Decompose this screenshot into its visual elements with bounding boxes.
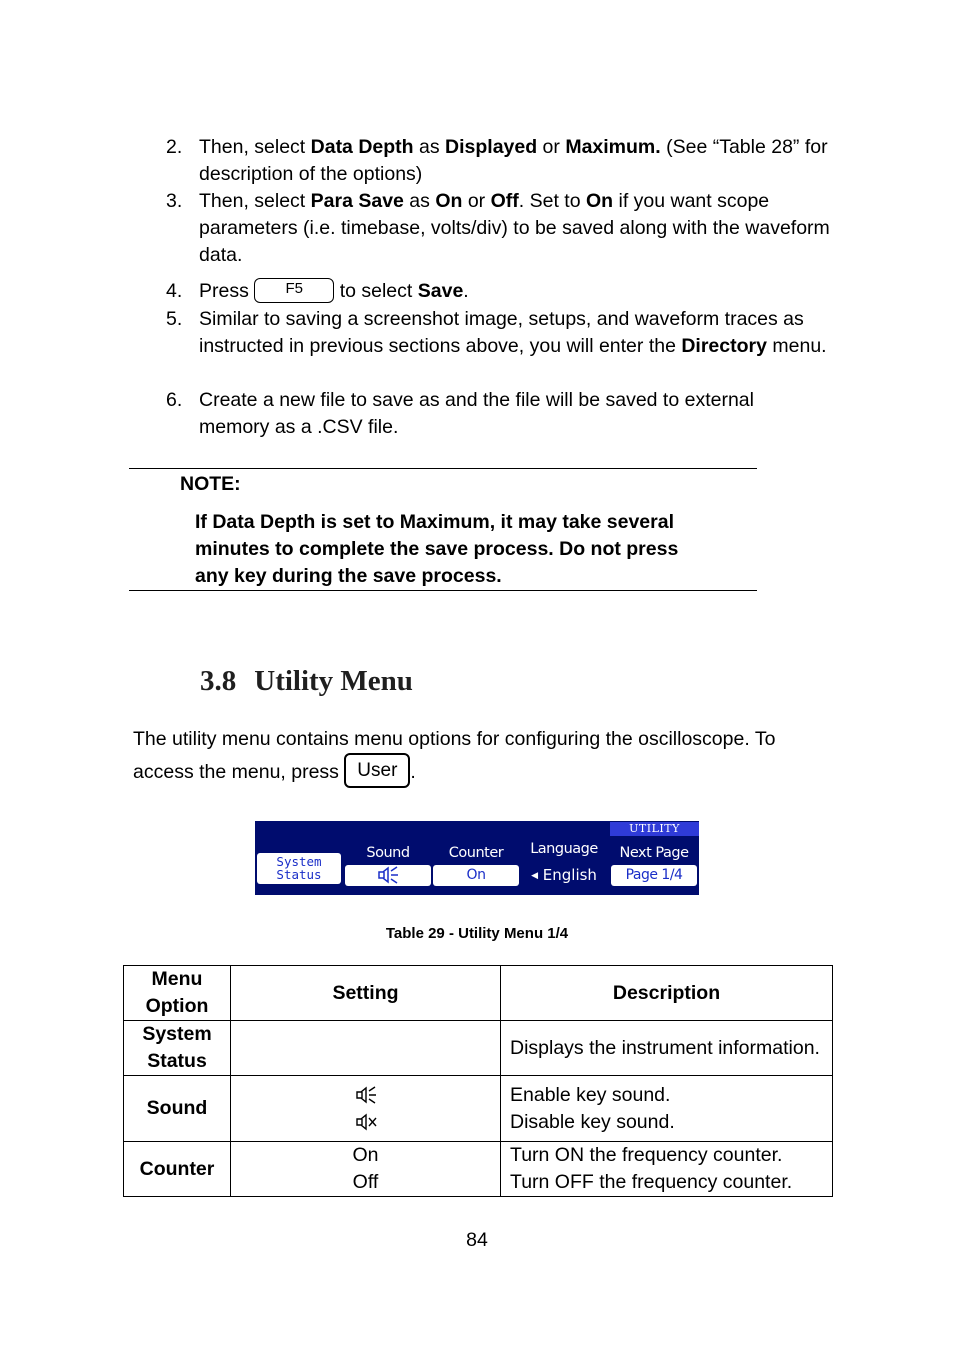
- list-text: Create a new file to save as and the file will be saved to external memory as a .CSV file.: [199, 389, 754, 438]
- table-header-row: [124, 966, 833, 1021]
- language-softkey: [521, 837, 607, 893]
- sound-value: [345, 865, 431, 886]
- intro-paragraph: The utility menu contains menu options for configuring the oscilloscope. To access the menu, press User .: [133, 726, 833, 788]
- system-status-button: System Status: [257, 853, 341, 884]
- section-number: 3.8: [200, 665, 237, 697]
- row-description: Displays the instrument information.: [501, 1021, 833, 1076]
- next-page-value: Page 1/4: [611, 865, 697, 886]
- row-option: Counter: [124, 1142, 231, 1197]
- f5-key-button: F5: [254, 278, 334, 303]
- row-setting: [231, 1076, 501, 1142]
- counter-value: On: [433, 865, 519, 886]
- page-number: 84: [466, 1229, 488, 1251]
- next-page-label: Next Page: [619, 845, 689, 861]
- next-page-softkey: [611, 837, 697, 893]
- list-number: 6.: [166, 389, 183, 411]
- header-description: Description: [501, 966, 833, 1021]
- section-title: Utility Menu: [254, 665, 413, 697]
- utility-tag: UTILITY: [610, 822, 699, 836]
- language-value: ◀ English: [531, 866, 597, 884]
- sound-label: Sound: [366, 845, 410, 861]
- row-description: Turn ON the frequency counter. Turn OFF the frequency counter.: [501, 1142, 833, 1197]
- table-row: [124, 1021, 833, 1076]
- row-option: Sound: [124, 1076, 231, 1142]
- utility-menu-table: [123, 965, 833, 1197]
- list-number: 4.: [166, 280, 183, 302]
- arrow-left-icon: ◀: [531, 871, 538, 881]
- note-bottom-rule: [129, 590, 757, 591]
- speaker-on-icon: [375, 865, 401, 885]
- list-text: Press F5 to select Save.: [199, 280, 469, 302]
- list-number: 3.: [166, 190, 183, 212]
- table-row: [124, 1076, 833, 1142]
- note-label: NOTE:: [180, 473, 241, 495]
- counter-softkey: [433, 837, 519, 893]
- counter-label: Counter: [448, 845, 504, 861]
- sound-softkey: [345, 837, 431, 893]
- note-top-rule: [129, 468, 757, 469]
- row-setting: [231, 1021, 501, 1076]
- header-menu-option: Menu Option: [124, 966, 231, 1021]
- table-caption: Table 29 - Utility Menu 1/4: [385, 925, 569, 942]
- speaker-on-icon: [351, 1083, 381, 1107]
- speaker-off-icon: [351, 1110, 381, 1134]
- user-key-button: User: [344, 753, 410, 788]
- list-text: Similar to saving a screenshot image, setups, and waveform traces as instructed in previous sections above, you will enter the Directory menu.: [199, 308, 827, 357]
- language-label: Language: [530, 841, 598, 857]
- row-description: Enable key sound. Disable key sound.: [501, 1076, 833, 1142]
- list-number: 2.: [166, 136, 183, 158]
- row-option: System Status: [124, 1021, 231, 1076]
- list-text: Then, select Data Depth as Displayed or Maximum. (See “Table 28” for description of the options): [199, 136, 828, 185]
- list-text: Then, select Para Save as On or Off. Set to On if you want scope parameters (i.e. timebase, volts/div) to be saved along with the waveform data.: [199, 190, 830, 266]
- table-row: [124, 1142, 833, 1197]
- header-setting: Setting: [231, 966, 501, 1021]
- row-setting: On Off: [231, 1142, 501, 1197]
- list-number: 5.: [166, 308, 183, 330]
- note-text: If Data Depth is set to Maximum, it may take several minutes to complete the save process. Do not press any key during the save process.: [195, 511, 679, 587]
- utility-menu-screenshot: [255, 821, 699, 895]
- section-heading: [200, 664, 413, 698]
